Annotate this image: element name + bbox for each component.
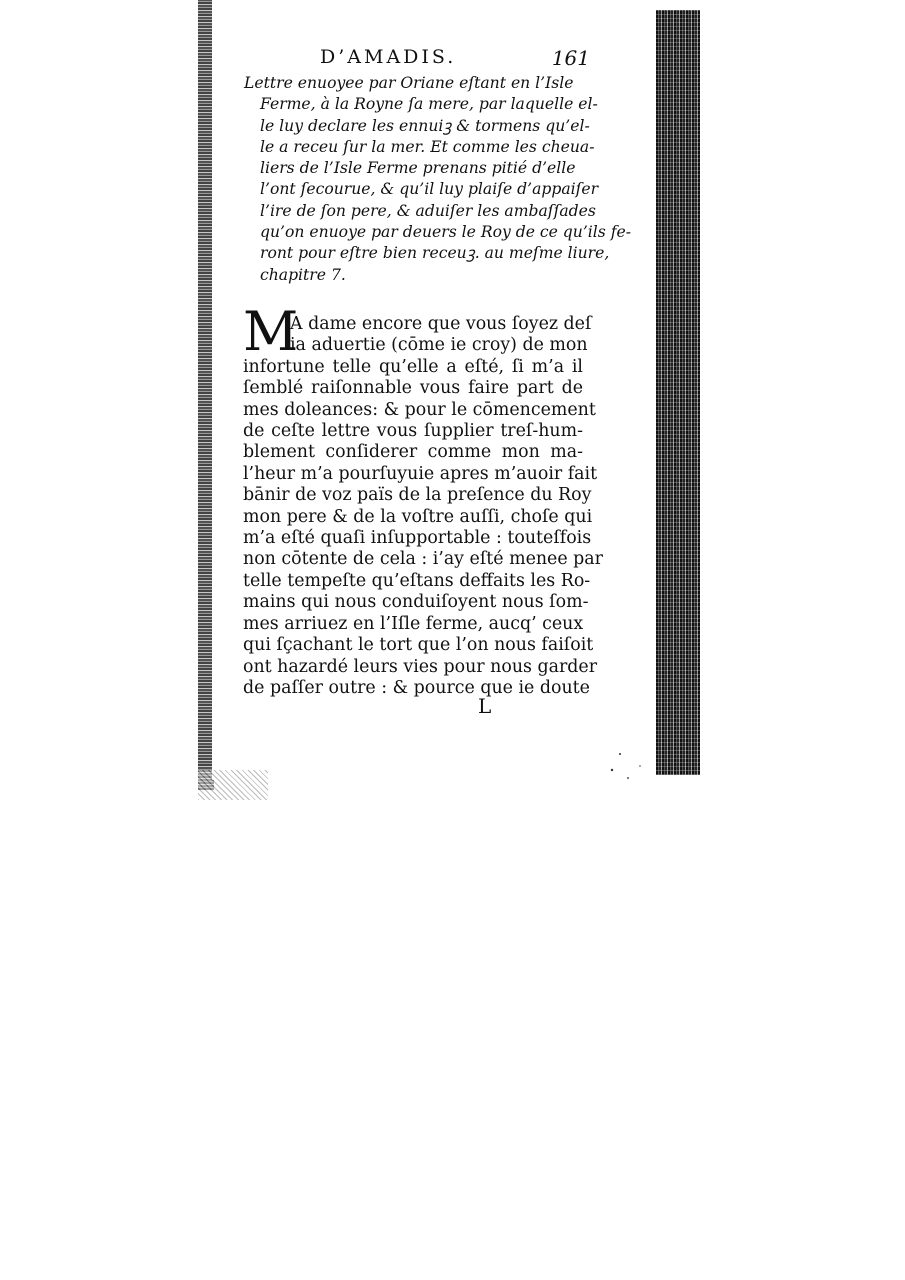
running-title: D’AMADIS. [320, 46, 457, 68]
rubric-line: chapitre 7. [260, 265, 346, 284]
body-line: de ceſte lettre vous ſupplier treſ-hum- [243, 421, 583, 442]
body-line: mes arriuez en l’Iſle ferme, aucq’ ceux [243, 613, 584, 634]
body-line: ſemblé raiſonnable vous faire part de [243, 378, 583, 399]
rubric-line: Ferme, à la Royne ſa mere, par laquelle el- [260, 95, 598, 114]
chapter-rubric [244, 73, 631, 286]
rubric-line: le luy declare les ennuiꝫ & tormens qu’el- [260, 116, 590, 135]
rubric-line: l’ont ſecourue, & qu’il luy plaiſe d’appaiſer [260, 180, 599, 199]
speck-dot [639, 765, 641, 767]
body-line: mon pere & de la voſtre auſſi, choſe qui [243, 506, 593, 527]
page-number: 161 [551, 46, 590, 70]
body-line: blement conſiderer comme mon ma- [243, 442, 583, 463]
scan-specks [600, 748, 650, 788]
speck-dot [611, 769, 613, 771]
bottom-scan-noise [198, 770, 268, 800]
page-header [320, 46, 590, 76]
body-line: telle tempeſte qu’eſtans deffaits les Ro- [243, 570, 591, 591]
body-line: non cōtente de cela : i’ay eſté menee par [243, 549, 603, 570]
body-line: mes doleances: & pour le cōmencement [243, 399, 596, 420]
body-line: ia aduertie (cōme ie croy) de mon [290, 335, 588, 356]
body-line: bānir de voz païs de la preſence du Roy [243, 485, 592, 506]
body-line: infortune telle qu’elle a eſté, ſi m’a il [243, 356, 583, 377]
body-line: qui ſçachant le tort que l’on nous faiſoit [243, 635, 594, 656]
body-line: de paſſer outre : & pource que ie doute [243, 677, 590, 698]
rubric-line: ront pour eſtre bien receuꝫ. au meſme liure, [260, 244, 610, 263]
right-page-edges-texture [656, 10, 700, 775]
rubric-line: Lettre enuoyee par Oriane eſtant en l’Isle [244, 74, 574, 92]
body-line: ont hazardé leurs vies pour nous garder [243, 656, 598, 677]
drop-capital: M [243, 300, 299, 363]
rubric-line: liers de l’Isle Ferme prenans pitié d’elle [260, 159, 576, 178]
rubric-line: l’ire de ſon pere, & aduiſer les ambaſſades [260, 201, 596, 220]
body-line: l’heur m’a pourſuyuie apres m’auoir fait [243, 463, 598, 484]
letter-body [243, 314, 603, 699]
body-line: mains qui nous conduiſoyent nous ſom- [243, 592, 589, 613]
signature-mark: L [478, 694, 492, 718]
body-line: A dame encore que vous ſoyez deſ [290, 314, 592, 334]
speck-dot [627, 777, 629, 779]
rubric-line: le a receu ſur la mer. Et comme les cheua- [260, 137, 595, 156]
body-line: m’a eſté quaſi inſupportable : touteſfois [243, 528, 592, 549]
rubric-line: qu’on enuoye par deuers le Roy de ce qu’ils fe- [260, 223, 631, 242]
speck-dot [619, 753, 621, 755]
